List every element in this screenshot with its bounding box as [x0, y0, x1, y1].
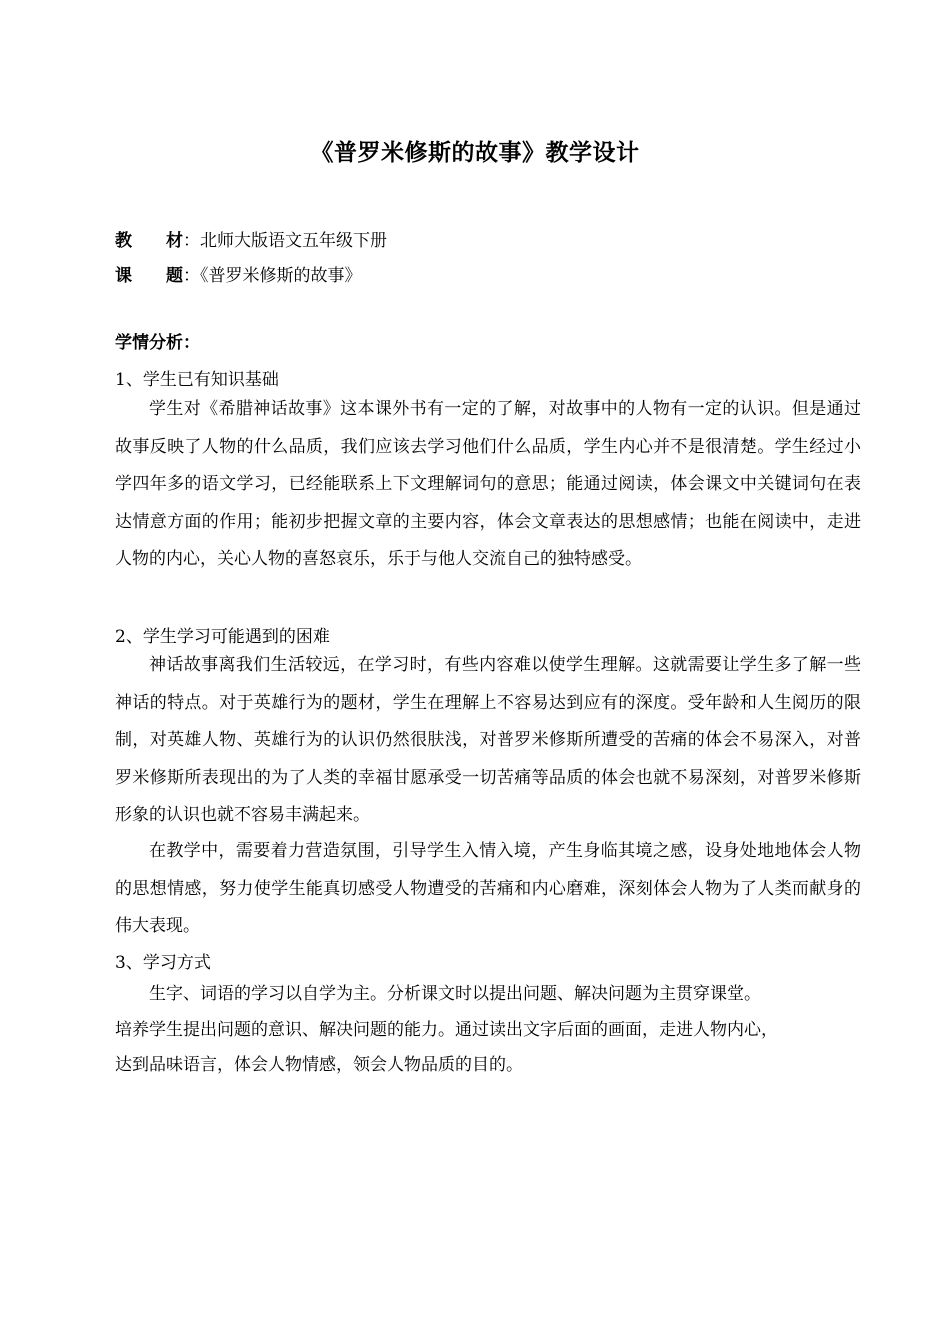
meta-textbook — [115, 226, 387, 251]
analysis-heading: 学情分析： — [115, 333, 200, 353]
meta-topic — [115, 261, 362, 286]
section2-paragraph-1: 神话故事离我们生活较远，在学习时，有些内容难以使学生理解。这就需要让学生多了解一些神话的特点。对于英雄行为的题材，学生在理解上不容易达到应有的深度。受年龄和人生阅历的限制，对英雄人物、英雄行为的认识仍然很肤浅，对普罗米修斯所遭受的苦痛的体会不易深入，对普罗米修斯所表现出的为了人类的幸福甘愿承受一切苦痛等品质的体会也就不易深刻，对普罗米修斯形象的认识也就不容易丰满起来。 — [115, 655, 861, 825]
meta-value: ：北师大版语文五年级下册 — [183, 231, 387, 251]
section3-title: 3、学习方式 — [115, 953, 211, 973]
section1-paragraph: 学生对《希腊神话故事》这本课外书有一定的了解，对故事中的人物有一定的认识。但是通过故事反映了人物的什么品质，我们应该去学习他们什么品质，学生内心并不是很清楚。学生经过小学四年多的语文学习，已经能联系上下文理解词句的意思；能通过阅读，体会课文中关键词句在表达情意方面的作用；能初步把握文章的主要内容，体会文章表达的思想感情；也能在阅读中，走进人物的内心，关心人物的喜怒哀乐，乐于与他人交流自己的独特感受。 — [115, 399, 861, 569]
section1-title: 1、学生已有知识基础 — [115, 370, 279, 390]
meta-label-a: 教 — [115, 231, 132, 251]
section3-line-1: 生字、词语的学习以自学为主。分析课文时以提出问题、解决问题为主贯穿课堂。 — [149, 984, 761, 1004]
document-title: 《普罗米修斯的故事》教学设计 — [310, 140, 640, 166]
section2-title: 2、学生学习可能遇到的困难 — [115, 627, 330, 647]
meta-label-b: 题 — [166, 266, 183, 286]
section2-paragraph-2: 在教学中，需要着力营造氛围，引导学生入情入境，产生身临其境之感，设身处地地体会人物的思想情感，努力使学生能真切感受人物遭受的苦痛和内心磨难，深刻体会人物为了人类而献身的伟大表现。 — [115, 841, 861, 936]
meta-value: ：《普罗米修斯的故事》 — [183, 266, 362, 286]
section3-line-2: 培养学生提出问题的意识、解决问题的能力。通过读出文字后面的画面，走进人物内心， — [115, 1020, 778, 1040]
section3-line-3: 达到品味语言，体会人物情感，领会人物品质的目的。 — [115, 1055, 523, 1075]
meta-label-b: 材 — [166, 231, 183, 251]
meta-label-a: 课 — [115, 266, 132, 286]
